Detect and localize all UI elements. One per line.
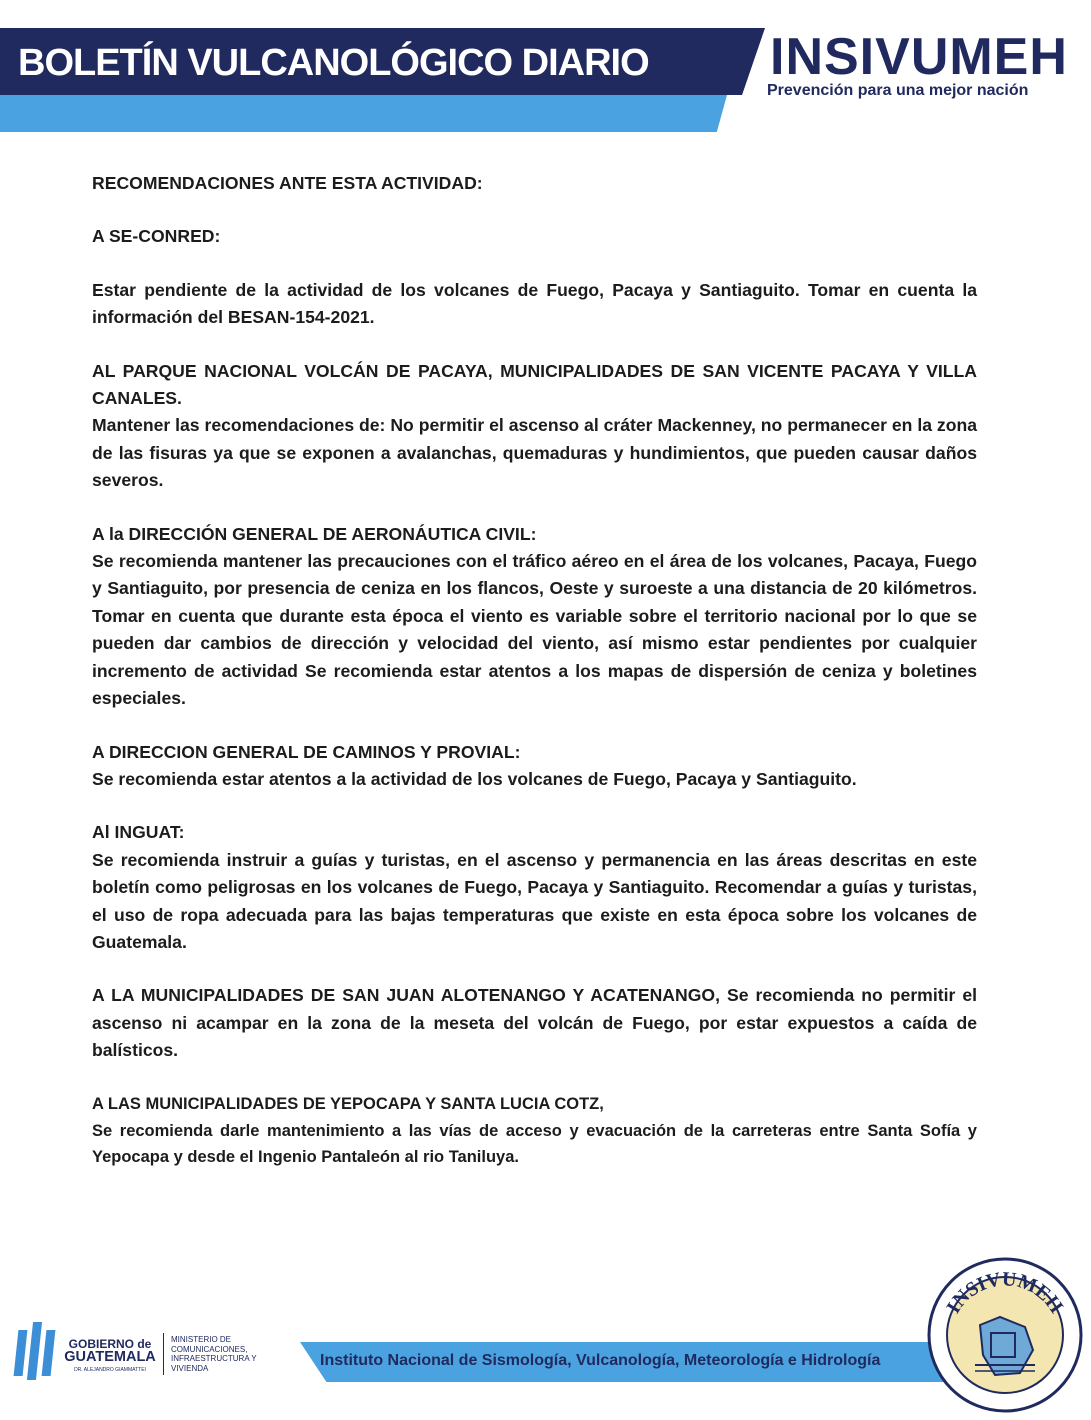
- institute-name: Instituto Nacional de Sismología, Vulcanología, Meteorología e Hidrología: [320, 1352, 881, 1369]
- bulletin-title: BOLETÍN VULCANOLÓGICO DIARIO: [18, 42, 649, 84]
- recommendations-heading-block: [92, 170, 977, 197]
- seconred-heading: A SE-CONRED:: [92, 226, 221, 247]
- aeronautica-heading: A la DIRECCIÓN GENERAL DE AERONÁUTICA CIVIL:: [92, 523, 537, 544]
- gob-line2: GUATEMALA: [64, 1349, 156, 1365]
- gob-line3: DR. ALEJANDRO GIAMMATTEI: [74, 1367, 146, 1373]
- seconred-section: [92, 277, 977, 332]
- recommendations-body: [92, 170, 977, 1196]
- yepocapa-section: [92, 1091, 977, 1170]
- ministry-name: MINISTERIO DE COMUNICACIONES, INFRAESTRUCTURA Y VIVIENDA: [171, 1335, 257, 1373]
- gobierno-guatemala-logo: [60, 1338, 160, 1377]
- brand-tagline: Prevención para una mejor nación: [767, 82, 1029, 99]
- aeronautica-text: Se recomienda mantener las precauciones con el tráfico aéreo en el área de los volcanes, Pacaya, Fuego y Santiaguito, por presencia de ceniza en los flancos, Oeste y suroeste a una distancia de 20 kilómetros. Tomar en cuenta que durante esta época el viento es variable sobre el territorio nacional por lo que se pueden dar cambios de dirección y velocidad del viento, así mismo estar pendientes por cualquier incremento de actividad Se recomienda estar atentos a los mapas de dispersión de ceniza y boletines especiales.: [92, 551, 977, 709]
- header-blue-band: [0, 95, 727, 132]
- inguat-section: [92, 819, 977, 956]
- gob-line1: GOBIERNO de: [68, 1337, 152, 1351]
- caminos-heading: A DIRECCION GENERAL DE CAMINOS Y PROVIAL:: [92, 741, 521, 762]
- insivumeh-seal: [925, 1255, 1085, 1420]
- yepocapa-text: Se recomienda darle mantenimiento a las vías de acceso y evacuación de la carreteras entre Santa Sofía y Yepocapa y desde el Ingenio Pantaleón al rio Taniluya.: [92, 1121, 977, 1166]
- footer-divider: [163, 1333, 164, 1375]
- aeronautica-section: [92, 521, 977, 713]
- seal-title: INSIVUMEH: [942, 1268, 1068, 1318]
- pacaya-text: Mantener las recomendaciones de: No permitir el ascenso al cráter Mackenney, no permanecer en la zona de las fisuras ya que se exponen a avalanchas, quemaduras y hundimientos, que pueden causar daños severos.: [92, 415, 977, 491]
- caminos-section: [92, 739, 977, 794]
- caminos-text: Se recomienda estar atentos a la actividad de los volcanes de Fuego, Pacaya y Santiaguito.: [92, 768, 857, 789]
- pacaya-heading: AL PARQUE NACIONAL VOLCÁN DE PACAYA, MUNICIPALIDADES DE SAN VICENTE PACAYA Y VILLA CANALES.: [92, 360, 977, 409]
- inguat-heading: Al INGUAT:: [92, 822, 185, 843]
- pacaya-section: [92, 358, 977, 495]
- alotenango-text: A LA MUNICIPALIDADES DE SAN JUAN ALOTENANGO Y ACATENANGO, Se recomienda no permitir el ascenso ni acampar en la zona de la meseta del volcán de Fuego, por estar expuestos a caída de balísticos.: [92, 985, 977, 1061]
- yepocapa-heading: A LAS MUNICIPALIDADES DE YEPOCAPA Y SANTA LUCIA COTZ,: [92, 1094, 604, 1113]
- seconred-text: Estar pendiente de la actividad de los volcanes de Fuego, Pacaya y Santiaguito. Tomar en cuenta la información del BESAN-154-2021.: [92, 279, 977, 328]
- recommendations-heading: RECOMENDACIONES ANTE ESTA ACTIVIDAD:: [92, 173, 483, 193]
- alotenango-section: [92, 982, 977, 1064]
- seconred-heading-block: [92, 223, 977, 250]
- inguat-text: Se recomienda instruir a guías y turistas, en el ascenso y permanencia en las áreas descritas en este boletín como peligrosas en los volcanes de Fuego, Pacaya y Santiaguito. Recomendar a guías y turistas, el uso de ropa adecuada para las bajas temperaturas que existe en esta época sobre los volcanes de Guatemala.: [92, 849, 977, 952]
- insivumeh-logo: INSIVUMEH: [770, 28, 1068, 86]
